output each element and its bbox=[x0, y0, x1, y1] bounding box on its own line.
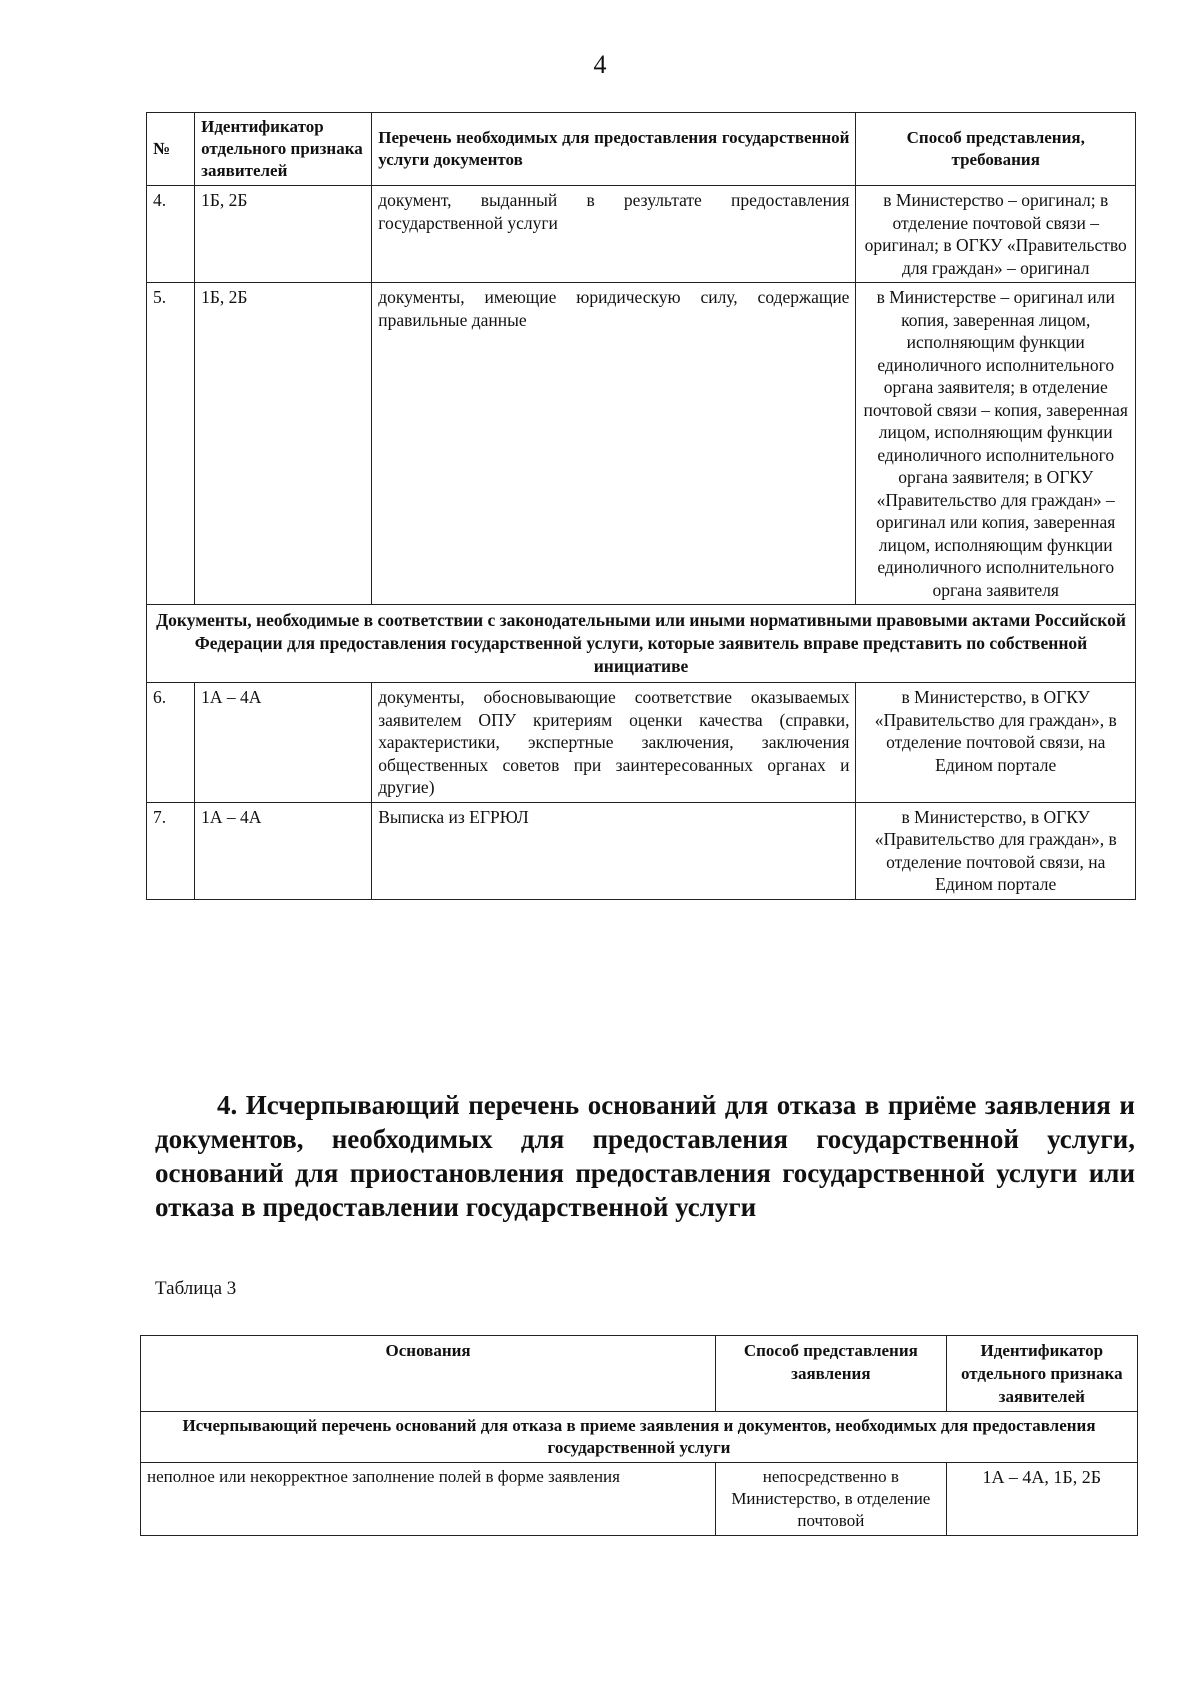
table-header-row bbox=[147, 113, 1136, 186]
row-identifier: 1А – 4А bbox=[195, 683, 372, 803]
row-method: в Министерство – оригинал; в отделение почтовой связи – оригинал; в ОГКУ «Правительство для граждан» – оригинал bbox=[856, 186, 1136, 283]
header-grounds: Основания bbox=[141, 1336, 716, 1412]
row-method: в Министерстве – оригинал или копия, заверенная лицом, исполняющим функции единоличного исполнительного органа заявителя; в отделение почтовой связи – копия, заверенная лицом, исполняющим функции единоличного исполнительного органа заявителя; в ОГКУ «Правительство для граждан» – оригинал или копия, заверенная лицом, исполняющим функции единоличного исполнительного органа заявителя bbox=[856, 283, 1136, 605]
row-ground: неполное или некорректное заполнение полей в форме заявления bbox=[141, 1463, 716, 1536]
table-caption: Таблица 3 bbox=[155, 1278, 237, 1299]
row-method: в Министерство, в ОГКУ «Правительство для граждан», в отделение почтовой связи, на Едином портале bbox=[856, 683, 1136, 803]
section-row bbox=[141, 1412, 1138, 1463]
row-document: документы, имеющие юридическую силу, содержащие правильные данные bbox=[372, 283, 856, 605]
table-row bbox=[147, 186, 1136, 283]
documents-table bbox=[146, 112, 1136, 900]
row-num: 4. bbox=[147, 186, 195, 283]
header-method: Способ представления заявления bbox=[716, 1336, 946, 1412]
section-heading-text: 4. Исчерпывающий перечень оснований для отказа в приёме заявления и документов, необходимых для предоставления государственной услуги, оснований для приостановления предоставления государственной услуги или отказа в предоставлении государственной услуги bbox=[155, 1090, 1135, 1222]
row-identifier: 1А – 4А bbox=[195, 802, 372, 899]
section-title: Документы, необходимые в соответствии с законодательными или иными нормативными правовыми актами Российской Федерации для предоставления государственной услуги, которые заявитель вправе представить по собственной инициативе bbox=[147, 605, 1136, 683]
section-title: Исчерпывающий перечень оснований для отказа в приеме заявления и документов, необходимых для предоставления государственной услуги bbox=[141, 1412, 1138, 1463]
row-num: 5. bbox=[147, 283, 195, 605]
header-num: № bbox=[147, 113, 195, 186]
row-method: в Министерство, в ОГКУ «Правительство для граждан», в отделение почтовой связи, на Едином портале bbox=[856, 802, 1136, 899]
table-row bbox=[141, 1463, 1138, 1536]
row-num: 6. bbox=[147, 683, 195, 803]
table-row bbox=[147, 683, 1136, 803]
row-method: непосредственно в Министерство, в отделение почтовой bbox=[716, 1463, 946, 1536]
header-identifier: Идентификатор отдельного признака заявителей bbox=[946, 1336, 1137, 1412]
row-identifier: 1А – 4А, 1Б, 2Б bbox=[946, 1463, 1137, 1536]
row-identifier: 1Б, 2Б bbox=[195, 186, 372, 283]
row-num: 7. bbox=[147, 802, 195, 899]
page-number: 4 bbox=[593, 50, 607, 79]
row-identifier: 1Б, 2Б bbox=[195, 283, 372, 605]
table-header-row bbox=[141, 1336, 1138, 1412]
header-identifier: Идентификатор отдельного признака заявителей bbox=[195, 113, 372, 186]
header-method: Способ представления, требования bbox=[856, 113, 1136, 186]
header-documents: Перечень необходимых для предоставления государственной услуги документов bbox=[372, 113, 856, 186]
table-row bbox=[147, 802, 1136, 899]
row-document: документ, выданный в результате предоставления государственной услуги bbox=[372, 186, 856, 283]
row-document: Выписка из ЕГРЮЛ bbox=[372, 802, 856, 899]
row-document: документы, обосновывающие соответствие оказываемых заявителем ОПУ критериям оценки качества (справки, характеристики, экспертные заключения, заключения общественных советов при заинтересованных органах и другие) bbox=[372, 683, 856, 803]
section-heading bbox=[155, 1088, 1135, 1224]
section-row bbox=[147, 605, 1136, 683]
grounds-table bbox=[140, 1335, 1138, 1536]
table-row bbox=[147, 283, 1136, 605]
